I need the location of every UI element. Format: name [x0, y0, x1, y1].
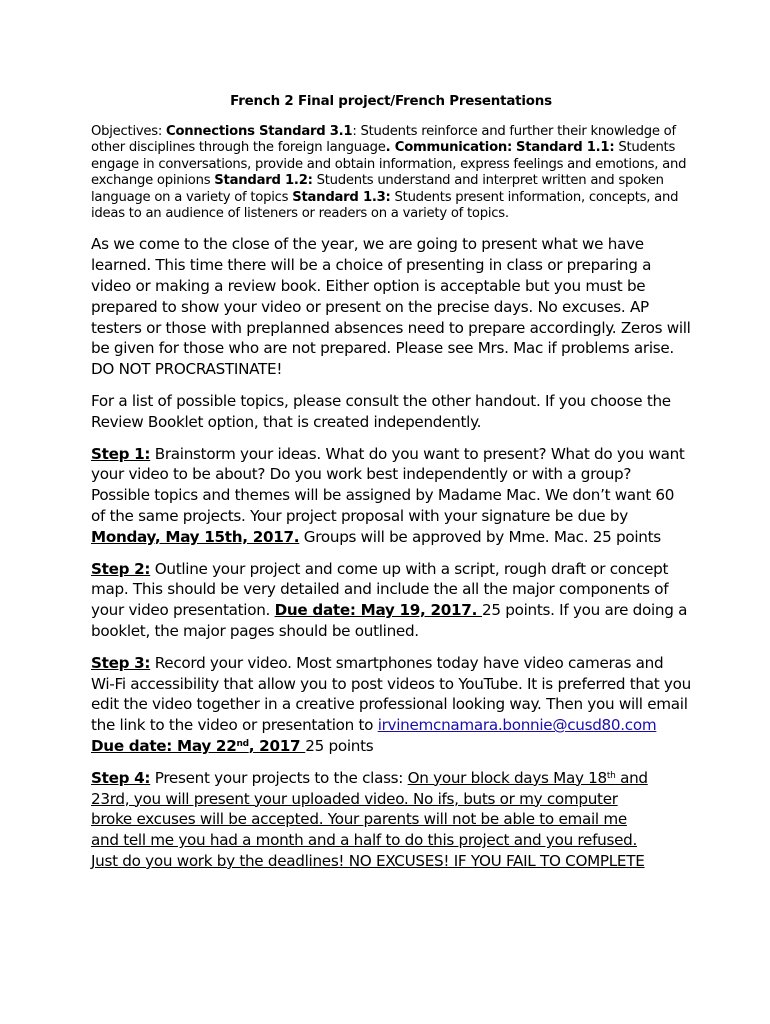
- step-4-line-1: [91, 768, 691, 789]
- step-1-paragraph: [91, 444, 691, 548]
- step-2-text: Outline your project and come up with a script, rough draft or concept map. This should be very detailed and include the all the major components of your video presentation.: [91, 559, 669, 620]
- step-4-paragraph: [91, 768, 691, 872]
- step-1-after: Groups will be approved by Mme. Mac. 25 points: [299, 527, 661, 546]
- step-4-line-2: 23rd, you will present your uploaded video. No ifs, buts or my computer: [91, 789, 618, 808]
- document-title: French 2 Final project/French Presentations: [230, 94, 552, 109]
- standard-1-1-label: Standard 1.1:: [516, 140, 615, 156]
- standard-1-2-label: Standard 1.2:: [214, 173, 313, 189]
- step-3-paragraph: [91, 653, 691, 757]
- step-2-due-date: Due date: May 19, 2017.: [274, 601, 483, 620]
- step-3-due-date: Due date: May 22nd, 2017: [91, 736, 306, 755]
- communication-label: . Communication:: [385, 140, 513, 156]
- step-3-due-sup: nd: [236, 738, 249, 749]
- step-4-line-4: and tell me you had a month and a half to do this project and you refused.: [91, 831, 637, 850]
- standard-1-2-text: Students understand and interpret written and spoken language on a variety of topics: [91, 173, 664, 205]
- intro-paragraph: As we come to the close of the year, we are going to present what we have learned. This time there will be a choice of presenting in class or preparing a video or making a review book. Either option is acceptable but you must be prepared to show your video or present on the precise days. No excuses. AP testers or those with preplanned absences need to prepare accordingly. Zeros will be given for those who are not prepared. Please see Mrs. Mac if problems arise. DO NOT PROCRASTINATE!: [91, 235, 691, 379]
- standard-1-1-text: Students engage in conversations, provide and obtain information, express feelings and emotions, and exchange opinions: [91, 140, 687, 189]
- teacher-email-link[interactable]: irvinemcnamara.bonnie@cusd80.com: [377, 716, 657, 735]
- step-4-sup: th: [606, 770, 616, 781]
- topics-paragraph: For a list of possible topics, please consult the other handout. If you choose the Review Booklet option, that is created independently.: [91, 392, 671, 431]
- step-3-text: Record your video. Most smartphones today have video cameras and Wi-Fi accessibility that allow you to post videos to YouTube. It is preferred that you edit the video together in a creative professional looking way. Then you will email the link to the video or presentation to: [91, 653, 691, 735]
- step-4-line-5: Just do you work by the deadlines! NO EXCUSES! IF YOU FAIL TO COMPLETE: [91, 851, 645, 870]
- step-2-label: Step 2:: [91, 559, 151, 578]
- step-3-after: 25 points: [305, 736, 374, 755]
- connections-standard-label: Connections Standard 3.1: [166, 124, 353, 139]
- step-2-paragraph: [91, 559, 691, 642]
- connections-standard-text: : Students reinforce and further their knowledge of other disciplines through the foreign language: [91, 124, 676, 156]
- document-page: [91, 93, 691, 883]
- step-4-text: Present your projects to the class:: [150, 768, 408, 787]
- step-3-label: Step 3:: [91, 653, 151, 672]
- step-4-line-3: broke excuses will be accepted. Your parents will not be able to email me: [91, 810, 627, 829]
- step-4-label: Step 4:: [91, 768, 151, 787]
- objectives-lead: Objectives:: [91, 124, 167, 139]
- step-1-due-date: Monday, May 15th, 2017.: [91, 527, 300, 546]
- standard-1-3-label: Standard 1.3:: [292, 189, 391, 205]
- step-2-after: 25 points. If you are doing a booklet, the major pages should be outlined.: [91, 601, 688, 640]
- standard-1-3-text: Students present information, concepts, and ideas to an audience of listeners or readers on a variety of topics.: [91, 189, 679, 222]
- step-1-text: Brainstorm your ideas. What do you want to present? What do you want your video to be about? Do you work best independently or with a group? Possible topics and themes will be assigned by Madame Mac. We don’t want 60 of the same projects. Your project proposal with your signature be due by: [91, 444, 685, 525]
- step-1-label: Step 1:: [91, 444, 151, 463]
- step-4-underlined-1: On your block days May 18th and: [407, 768, 648, 787]
- objectives-paragraph: [91, 124, 691, 222]
